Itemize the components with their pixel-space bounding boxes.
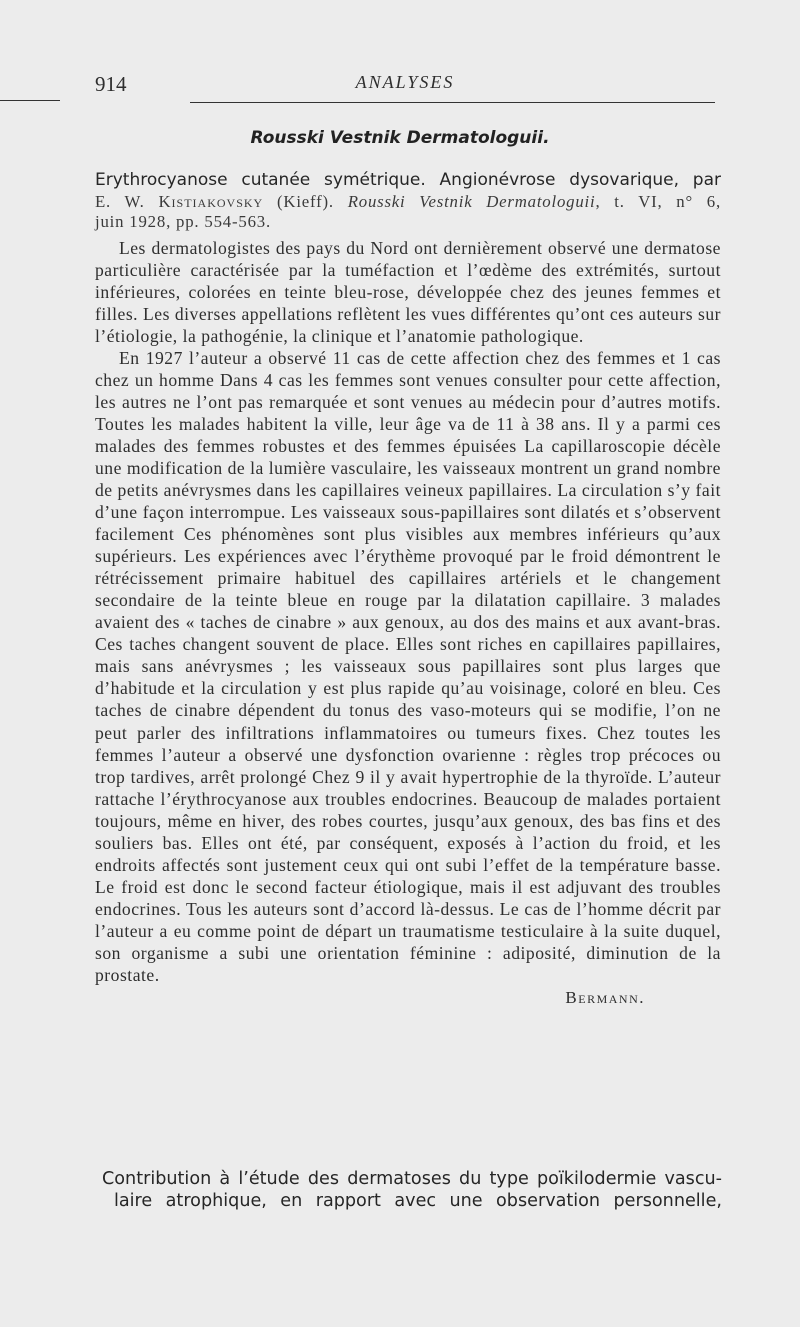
article-title: Erythrocyanose cutanée symétrique. Angionévrose dysovarique, par (95, 170, 721, 190)
ref-city: (Kieff). (263, 191, 348, 211)
ref-volume: , t. VI, n° 6, (595, 191, 721, 211)
running-title: ANALYSES (355, 72, 455, 92)
ref-journal: Rousski Vestnik Dermatologuii (347, 191, 596, 211)
abstract-poikilodermie (102, 1169, 722, 1212)
page-header (95, 70, 715, 102)
journal-section-title: Rousski Vestnik Dermatologuii. (250, 128, 550, 148)
abstract-paragraph-1: Les dermatologistes des pays du Nord ont dernièrement observé une dermatose particulière caractérisée par la tuméfaction et l’œdème des extrémités, surtout inférieures, colorées en teinte bleu-rose, développée chez des jeunes femmes et filles. Les diverses appellations reflètent les vues différentes qu’ont ces auteurs sur l’étiologie, la pathogénie, la clinique et l’anatomie pathologique. (95, 237, 721, 346)
abstract-erythrocyanose (95, 170, 721, 1009)
article-reference-date: juin 1928, pp. 554-563. (95, 212, 271, 231)
header-rule-long (190, 102, 715, 103)
page-number: 914 (95, 72, 127, 96)
abstract-paragraph-2: En 1927 l’auteur a observé 11 cas de cette affection chez des femmes et 1 cas chez un homme Dans 4 cas les femmes sont venues consulter pour cette affection, les autres ne l’ont pas remarquée et sont venues au médecin pour d’autres motifs. Toutes les malades habitent la ville, leur âge va de 11 à 38 ans. Il y a parmi ces malades des femmes robustes et des femmes épuisées La capillaroscopie décèle une modification de la lumière vasculaire, les vaisseaux montrent un grand nombre de petits anévrysmes dans les capillaires veineux papillaires. La circulation s’y fait d’une façon interrompue. Les vaisseaux sous-papillaires sont dilatés et s’observent facilement Ces phénomènes sont plus visibles aux membres inférieurs qu’aux supérieurs. Les expériences avec l’érythème provoqué par le froid démontrent le rétrécissement primaire habituel des capillaires artériels et le changement secondaire de la teinte bleue en rouge par la dilatation capillaire. 3 malades avaient des « taches de cinabre » aux genoux, au dos des mains et aux avant-bras. Ces taches changent souvent de place. Elles sont riches en capillaires papillaires, mais sans anévrysmes ; les vaisseaux sous papillaires sont plus larges que d’habitude et la circulation y est plus rapide qu’au voisinage, coloré en bleu. Ces taches de cinabre dépendent du tonus des vaso-moteurs qui se modifie, l’on ne peut parler des infiltrations inflammatoires ou tumeurs fixes. Chez toutes les femmes l’auteur a observé une dysfonction ovarienne : règles trop précoces ou trop tardives, arrêt prolongé Chez 9 il y avait hypertrophie de la thyroïde. L’auteur rattache l’érythrocyanose aux troubles endocrines. Beaucoup de malades portaient toujours, même en hiver, des robes courtes, jusqu’aux genoux, des bas fins et des souliers bas. Elles ont été, par conséquent, exposés à l’action du froid, et les endroits affectés sont justement ceux qui ont subi l’effet de la température basse. Le froid est donc le second facteur étiologique, mais il est adjuvant des troubles endocrines. Tous les auteurs sont d’accord là-dessus. Le cas de l’homme décrit par l’auteur a eu comme point de départ un traumatisme testiculaire à la suite duquel, son organisme a subi une orientation féminine : adiposité, diminution de la prostate. (95, 347, 721, 986)
header-rule-short (0, 100, 60, 101)
ref-author: Kistiakovsky (158, 191, 264, 211)
article-title-line-1: Contribution à l’étude des dermatoses du type poïkilodermie vascu- (102, 1169, 722, 1189)
reviewer-signature: Bermann. (565, 988, 645, 1008)
article-title-line-2: laire atrophique, en rapport avec une observation personnelle, (114, 1190, 722, 1211)
article-reference (95, 192, 721, 213)
ref-author-prefix: E. W. (95, 191, 159, 211)
